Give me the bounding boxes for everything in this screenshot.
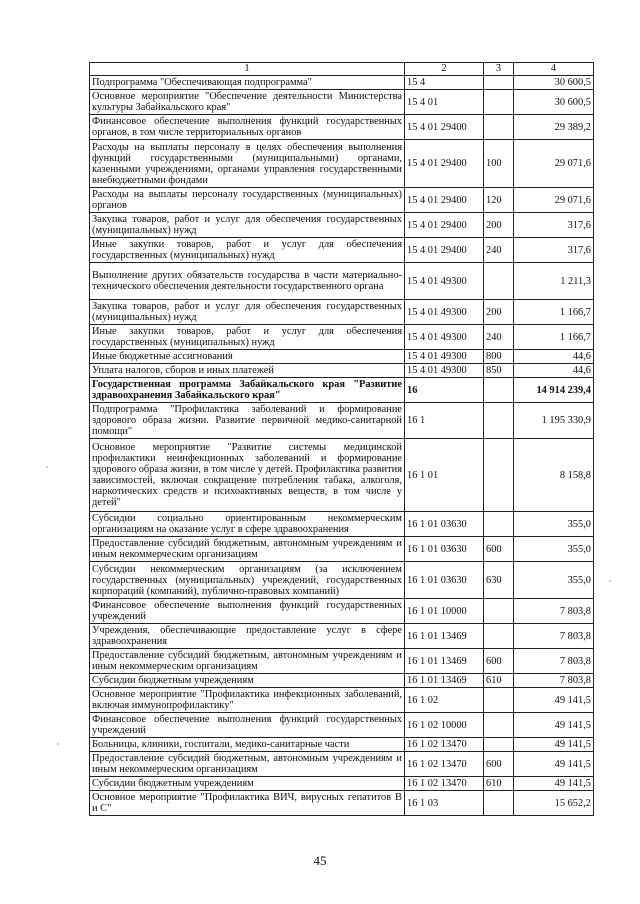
row-name-cell: Расходы на выплаты персоналу государственных (муниципальных) органов [90,188,405,213]
row-code-cell: 16 1 01 13469 [405,624,484,649]
row-name-cell: Учреждения, обеспечивающие предоставление услуг в сфере здравоохранения [90,624,405,649]
header-cell: 1 [90,63,405,76]
table-row [90,364,594,378]
header-row [90,63,594,76]
row-sum-cell: 7 803,8 [514,599,594,624]
row-name-cell: Больницы, клиники, госпитали, медико-санитарные части [90,738,405,752]
row-code-cell: 15 4 01 49300 [405,263,484,300]
row-sum-cell: 1 166,7 [514,325,594,350]
table-row [90,688,594,713]
table-row [90,752,594,777]
row-name-cell: Предоставление субсидий бюджетным, автономным учреждениям и иным некоммерческим организациям [90,649,405,674]
row-sum-cell: 355,0 [514,512,594,537]
table-row [90,238,594,263]
table-row [90,713,594,738]
table-row [90,263,594,300]
row-sum-cell: 1 195 330,9 [514,403,594,439]
row-sum-cell: 1 166,7 [514,300,594,325]
table-row [90,562,594,599]
row-name-cell: Финансовое обеспечение выполнения функций государственных органов, в том числе территориальных органов [90,115,405,140]
table-row [90,537,594,562]
row-code-cell: 16 1 03 [405,791,484,816]
row-expense-type-cell [484,115,514,140]
row-code-cell: 15 4 01 29400 [405,238,484,263]
table-row [90,439,594,512]
row-code-cell: 16 1 01 03630 [405,512,484,537]
row-expense-type-cell [484,791,514,816]
table-row [90,599,594,624]
row-expense-type-cell [484,599,514,624]
row-expense-type-cell: 850 [484,364,514,378]
row-sum-cell: 49 141,5 [514,713,594,738]
row-expense-type-cell: 240 [484,325,514,350]
row-code-cell: 16 1 01 13469 [405,649,484,674]
row-expense-type-cell [484,76,514,90]
row-sum-cell: 29 071,6 [514,140,594,188]
row-expense-type-cell: 200 [484,300,514,325]
row-sum-cell: 317,6 [514,213,594,238]
table-row [90,378,594,403]
table-row [90,649,594,674]
table-row [90,300,594,325]
row-sum-cell: 49 141,5 [514,688,594,713]
row-name-cell: Подпрограмма "Профилактика заболеваний и формирование здорового образа жизни. Развитие первичной медико-санитарной помощи" [90,403,405,439]
row-name-cell: Субсидии некоммерческим организациям (за исключением государственных (муниципальных) учреждений, государственных корпораций (компаний), публично-правовых компаний) [90,562,405,599]
row-expense-type-cell: 610 [484,674,514,688]
row-sum-cell: 29 389,2 [514,115,594,140]
row-name-cell: Основное мероприятие "Обеспечение деятельности Министерства культуры Забайкальского края" [90,90,405,115]
row-name-cell: Предоставление субсидий бюджетным, автономным учреждениям и иным некоммерческим организациям [90,752,405,777]
row-expense-type-cell [484,378,514,403]
row-code-cell: 16 1 01 03630 [405,562,484,599]
row-name-cell: Закупка товаров, работ и услуг для обеспечения государственных (муниципальных) нужд [90,213,405,238]
row-sum-cell: 317,6 [514,238,594,263]
row-code-cell: 16 [405,378,484,403]
row-expense-type-cell [484,713,514,738]
row-code-cell: 16 1 02 10000 [405,713,484,738]
row-sum-cell: 30 600,5 [514,90,594,115]
row-code-cell: 16 1 02 13470 [405,738,484,752]
row-expense-type-cell: 240 [484,238,514,263]
table-row [90,115,594,140]
table-row [90,791,594,816]
scan-speck [609,580,611,582]
row-code-cell: 15 4 01 49300 [405,350,484,364]
row-name-cell: Финансовое обеспечение выполнения функций государственных учреждений [90,713,405,738]
row-name-cell: Основное мероприятие "Профилактика ВИЧ, вирусных гепатитов В и С" [90,791,405,816]
row-code-cell: 16 1 02 13470 [405,752,484,777]
row-expense-type-cell: 630 [484,562,514,599]
scan-speck [57,743,59,745]
row-sum-cell: 29 071,6 [514,188,594,213]
row-code-cell: 15 4 01 29400 [405,188,484,213]
row-expense-type-cell [484,688,514,713]
row-expense-type-cell: 800 [484,350,514,364]
row-expense-type-cell [484,439,514,512]
row-name-cell: Основное мероприятие "Профилактика инфекционных заболеваний, включая иммунопрофилактику" [90,688,405,713]
row-expense-type-cell: 600 [484,537,514,562]
budget-table [89,62,594,816]
table-row [90,140,594,188]
row-code-cell: 15 4 01 49300 [405,364,484,378]
header-cell: 3 [484,63,514,76]
row-sum-cell: 7 803,8 [514,649,594,674]
table-row [90,738,594,752]
row-name-cell: Выполнение других обязательств государства в части материально-технического обеспечения деятельности государственного органа [90,263,405,300]
row-code-cell: 16 1 02 13470 [405,777,484,791]
row-name-cell: Подпрограмма "Обеспечивающая подпрограмма" [90,76,405,90]
row-sum-cell: 355,0 [514,537,594,562]
row-name-cell: Уплата налогов, сборов и иных платежей [90,364,405,378]
row-name-cell: Иные закупки товаров, работ и услуг для обеспечения государственных (муниципальных) нужд [90,325,405,350]
table-row [90,512,594,537]
row-name-cell: Государственная программа Забайкальского края "Развитие здравоохранения Забайкальского края" [90,378,405,403]
row-sum-cell: 355,0 [514,562,594,599]
table-row [90,624,594,649]
row-expense-type-cell: 610 [484,777,514,791]
row-name-cell: Закупка товаров, работ и услуг для обеспечения государственных (муниципальных) нужд [90,300,405,325]
row-code-cell: 15 4 01 49300 [405,300,484,325]
row-name-cell: Предоставление субсидий бюджетным, автономным учреждениям и иным некоммерческим организациям [90,537,405,562]
table-row [90,325,594,350]
table-row [90,90,594,115]
table-row [90,777,594,791]
row-expense-type-cell: 120 [484,188,514,213]
row-expense-type-cell [484,90,514,115]
header-cell: 2 [405,63,484,76]
row-name-cell: Расходы на выплаты персоналу в целях обеспечения выполнения функций государственными (муниципальными) органами, казенными учреждениями, органами управления государственными внебюджетными фондами [90,140,405,188]
row-sum-cell: 14 914 239,4 [514,378,594,403]
row-code-cell: 16 1 01 [405,439,484,512]
row-sum-cell: 49 141,5 [514,777,594,791]
row-code-cell: 16 1 01 10000 [405,599,484,624]
row-sum-cell: 30 600,5 [514,76,594,90]
table-row [90,76,594,90]
row-name-cell: Иные закупки товаров, работ и услуг для обеспечения государственных (муниципальных) нужд [90,238,405,263]
table-row [90,350,594,364]
row-code-cell: 15 4 01 29400 [405,213,484,238]
row-sum-cell: 44,6 [514,350,594,364]
table-row [90,674,594,688]
row-name-cell: Основное мероприятие "Развитие системы медицинской профилактики неинфекционных заболеваний и формирование здорового образа жизни, в том числе у детей. Профилактика развития зависимостей, включая сокращение потребления табака, алкоголя, наркотических средств и психоактивных веществ, в том числе у детей" [90,439,405,512]
scan-speck [46,466,48,468]
row-code-cell: 15 4 [405,76,484,90]
row-code-cell: 15 4 01 [405,90,484,115]
row-sum-cell: 49 141,5 [514,752,594,777]
row-name-cell: Субсидии бюджетным учреждениям [90,777,405,791]
row-expense-type-cell [484,263,514,300]
row-sum-cell: 7 803,8 [514,674,594,688]
row-expense-type-cell: 200 [484,213,514,238]
row-expense-type-cell [484,403,514,439]
table-row [90,188,594,213]
row-code-cell: 15 4 01 49300 [405,325,484,350]
row-sum-cell: 15 652,2 [514,791,594,816]
table-row [90,213,594,238]
row-sum-cell: 49 141,5 [514,738,594,752]
row-code-cell: 15 4 01 29400 [405,140,484,188]
row-code-cell: 16 1 01 03630 [405,537,484,562]
row-sum-cell: 7 803,8 [514,624,594,649]
row-expense-type-cell [484,624,514,649]
row-expense-type-cell: 100 [484,140,514,188]
row-name-cell: Иные бюджетные ассигнования [90,350,405,364]
table-row [90,403,594,439]
row-code-cell: 16 1 02 [405,688,484,713]
row-sum-cell: 44,6 [514,364,594,378]
row-expense-type-cell [484,738,514,752]
row-sum-cell: 8 158,8 [514,439,594,512]
row-name-cell: Субсидии бюджетным учреждениям [90,674,405,688]
row-expense-type-cell: 600 [484,649,514,674]
row-sum-cell: 1 211,3 [514,263,594,300]
row-name-cell: Финансовое обеспечение выполнения функций государственных учреждений [90,599,405,624]
row-code-cell: 15 4 01 29400 [405,115,484,140]
row-expense-type-cell [484,512,514,537]
row-name-cell: Субсидии социально ориентированным некоммерческим организациям на оказание услуг в сфере здравоохранения [90,512,405,537]
header-cell: 4 [514,63,594,76]
row-code-cell: 16 1 [405,403,484,439]
row-expense-type-cell: 600 [484,752,514,777]
row-code-cell: 16 1 01 13469 [405,674,484,688]
page-number: 45 [313,853,327,868]
